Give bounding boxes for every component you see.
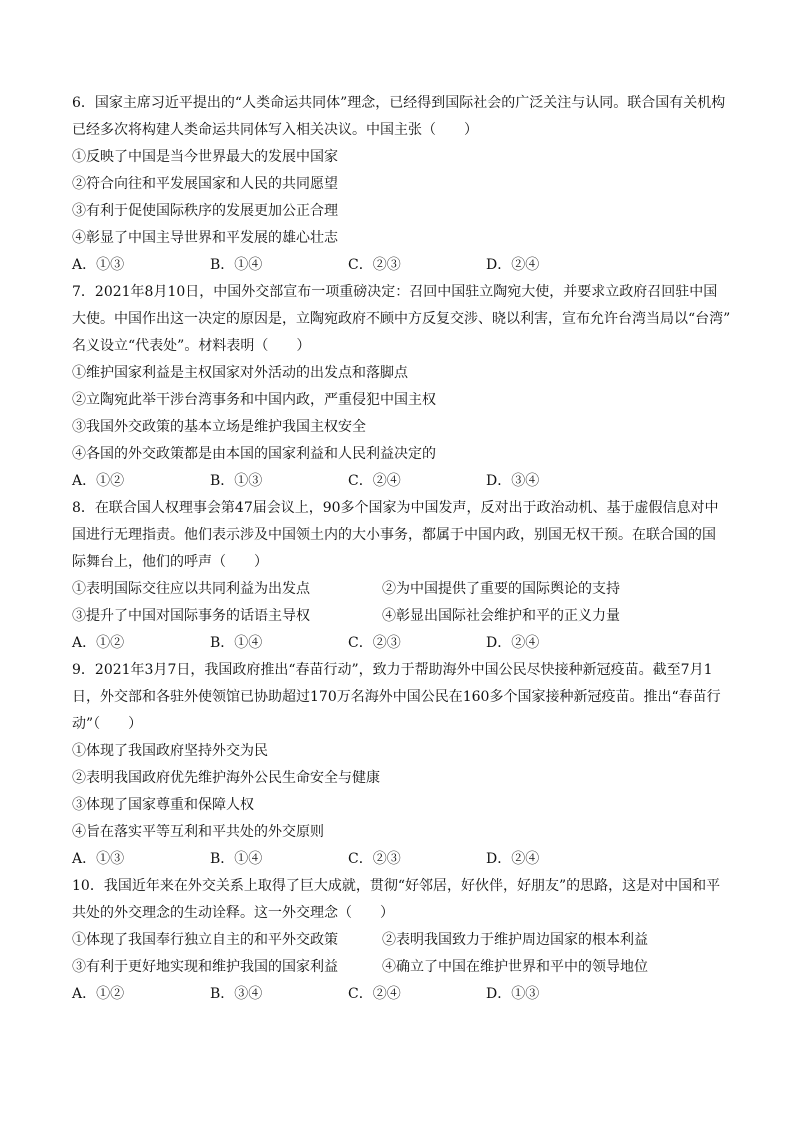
option-c: C．②③ — [348, 851, 401, 867]
question-9 — [72, 657, 734, 873]
option-a: A．①③ — [72, 851, 125, 867]
question-text: 6．国家主席习近平提出的“人类命运共同体”理念，已经得到国际社会的广泛关注与认同。联合国有关机构 — [72, 95, 726, 111]
statement: ①反映了中国是当今世界最大的发展中国家 — [72, 149, 338, 165]
statement: ③我国外交政策的基本立场是维护我国主权安全 — [72, 419, 366, 435]
statement: ④彰显出国际社会维护和平的正义力量 — [382, 608, 620, 624]
option-c: C．②④ — [348, 986, 401, 1002]
statement: ③体现了国家尊重和保障人权 — [72, 797, 254, 813]
question-text: 日，外交部和各驻外使领馆已协助超过170万名海外中国公民在160多个国家接种新冠疫苗。推出“春苗行 — [72, 689, 721, 705]
option-b: B．①④ — [210, 635, 263, 651]
question-10 — [72, 873, 734, 1008]
option-c: C．②④ — [348, 473, 401, 489]
question-text: 已经多次将构建人类命运共同体写入相关决议。中国主张（ ） — [72, 122, 478, 138]
statement: ④各国的外交政策都是由本国的国家利益和人民利益决定的 — [72, 446, 436, 462]
answer-options — [72, 252, 734, 279]
statement: ④确立了中国在维护世界和平中的领导地位 — [382, 959, 648, 975]
option-d: D．②④ — [486, 635, 540, 651]
question-7 — [72, 279, 734, 495]
statement: ①体现了我国奉行独立自主的和平外交政策 — [72, 932, 338, 948]
question-text: 动”（ ） — [72, 716, 143, 732]
question-text: 际舞台上，他们的呼声（ ） — [72, 554, 268, 570]
statement: ④旨在落实平等互利和平共处的外交原则 — [72, 824, 324, 840]
answer-options — [72, 630, 734, 657]
statement-row — [72, 954, 734, 981]
statement: ②立陶宛此举干涉台湾事务和中国内政，严重侵犯中国主权 — [72, 392, 436, 408]
answer-options — [72, 981, 734, 1008]
answer-options — [72, 468, 734, 495]
statement: ①维护国家利益是主权国家对外活动的出发点和落脚点 — [72, 365, 408, 381]
statement: ②表明我国致力于维护周边国家的根本利益 — [382, 932, 648, 948]
option-d: D．②④ — [486, 257, 540, 273]
question-6 — [72, 90, 734, 279]
option-b: B．①④ — [210, 257, 263, 273]
option-d: D．③④ — [486, 473, 540, 489]
option-d: D．①③ — [486, 986, 540, 1002]
question-text: 大使。中国作出这一决定的原因是，立陶宛政府不顾中方反复交涉、晓以利害，宣布允许台湾当局以“台湾” — [72, 311, 731, 327]
question-text: 国进行无理指责。他们表示涉及中国领土内的大小事务，都属于中国内政，别国无权干预。在联合国的国 — [72, 527, 716, 543]
question-text: 8．在联合国人权理事会第47届会议上，90多个国家为中国发声，反对出于政治动机、基于虚假信息对中 — [72, 500, 719, 516]
statement: ②符合向往和平发展国家和人民的共同愿望 — [72, 176, 338, 192]
option-a: A．①② — [72, 473, 125, 489]
statement-row — [72, 603, 734, 630]
answer-options — [72, 846, 734, 873]
option-c: C．②③ — [348, 257, 401, 273]
statement: ④彰显了中国主导世界和平发展的雄心壮志 — [72, 230, 338, 246]
option-d: D．②④ — [486, 851, 540, 867]
statement: ③提升了中国对国际事务的话语主导权 — [72, 608, 310, 624]
statement: ②为中国提供了重要的国际舆论的支持 — [382, 581, 620, 597]
exam-page — [72, 90, 734, 1008]
statement-row — [72, 927, 734, 954]
question-8 — [72, 495, 734, 657]
option-a: A．①② — [72, 635, 125, 651]
statement-row — [72, 576, 734, 603]
option-b: B．①③ — [210, 473, 263, 489]
statement: ①表明国际交往应以共同利益为出发点 — [72, 581, 310, 597]
statement: ②表明我国政府优先维护海外公民生命安全与健康 — [72, 770, 380, 786]
question-text: 10．我国近年来在外交关系上取得了巨大成就，贯彻“好邻居，好伙伴，好朋友”的思路，这是对中国和平 — [72, 878, 721, 894]
statement: ③有利于更好地实现和维护我国的国家利益 — [72, 959, 338, 975]
option-b: B．①④ — [210, 851, 263, 867]
question-text: 名义设立“代表处”。材料表明（ ） — [72, 338, 311, 354]
question-text: 9．2021年3月7日，我国政府推出“春苗行动”，致力于帮助海外中国公民尽快接种新冠疫苗。截至7月1 — [72, 662, 713, 678]
question-text: 共处的外交理念的生动诠释。这一外交理念（ ） — [72, 905, 394, 921]
statement: ③有利于促使国际秩序的发展更加公正合理 — [72, 203, 338, 219]
option-a: A．①③ — [72, 257, 125, 273]
option-b: B．③④ — [210, 986, 263, 1002]
option-c: C．②③ — [348, 635, 401, 651]
question-text: 7．2021年8月10日，中国外交部宣布一项重磅决定：召回中国驻立陶宛大使，并要求立政府召回驻中国 — [72, 284, 718, 300]
option-a: A．①② — [72, 986, 125, 1002]
statement: ①体现了我国政府坚持外交为民 — [72, 743, 268, 759]
